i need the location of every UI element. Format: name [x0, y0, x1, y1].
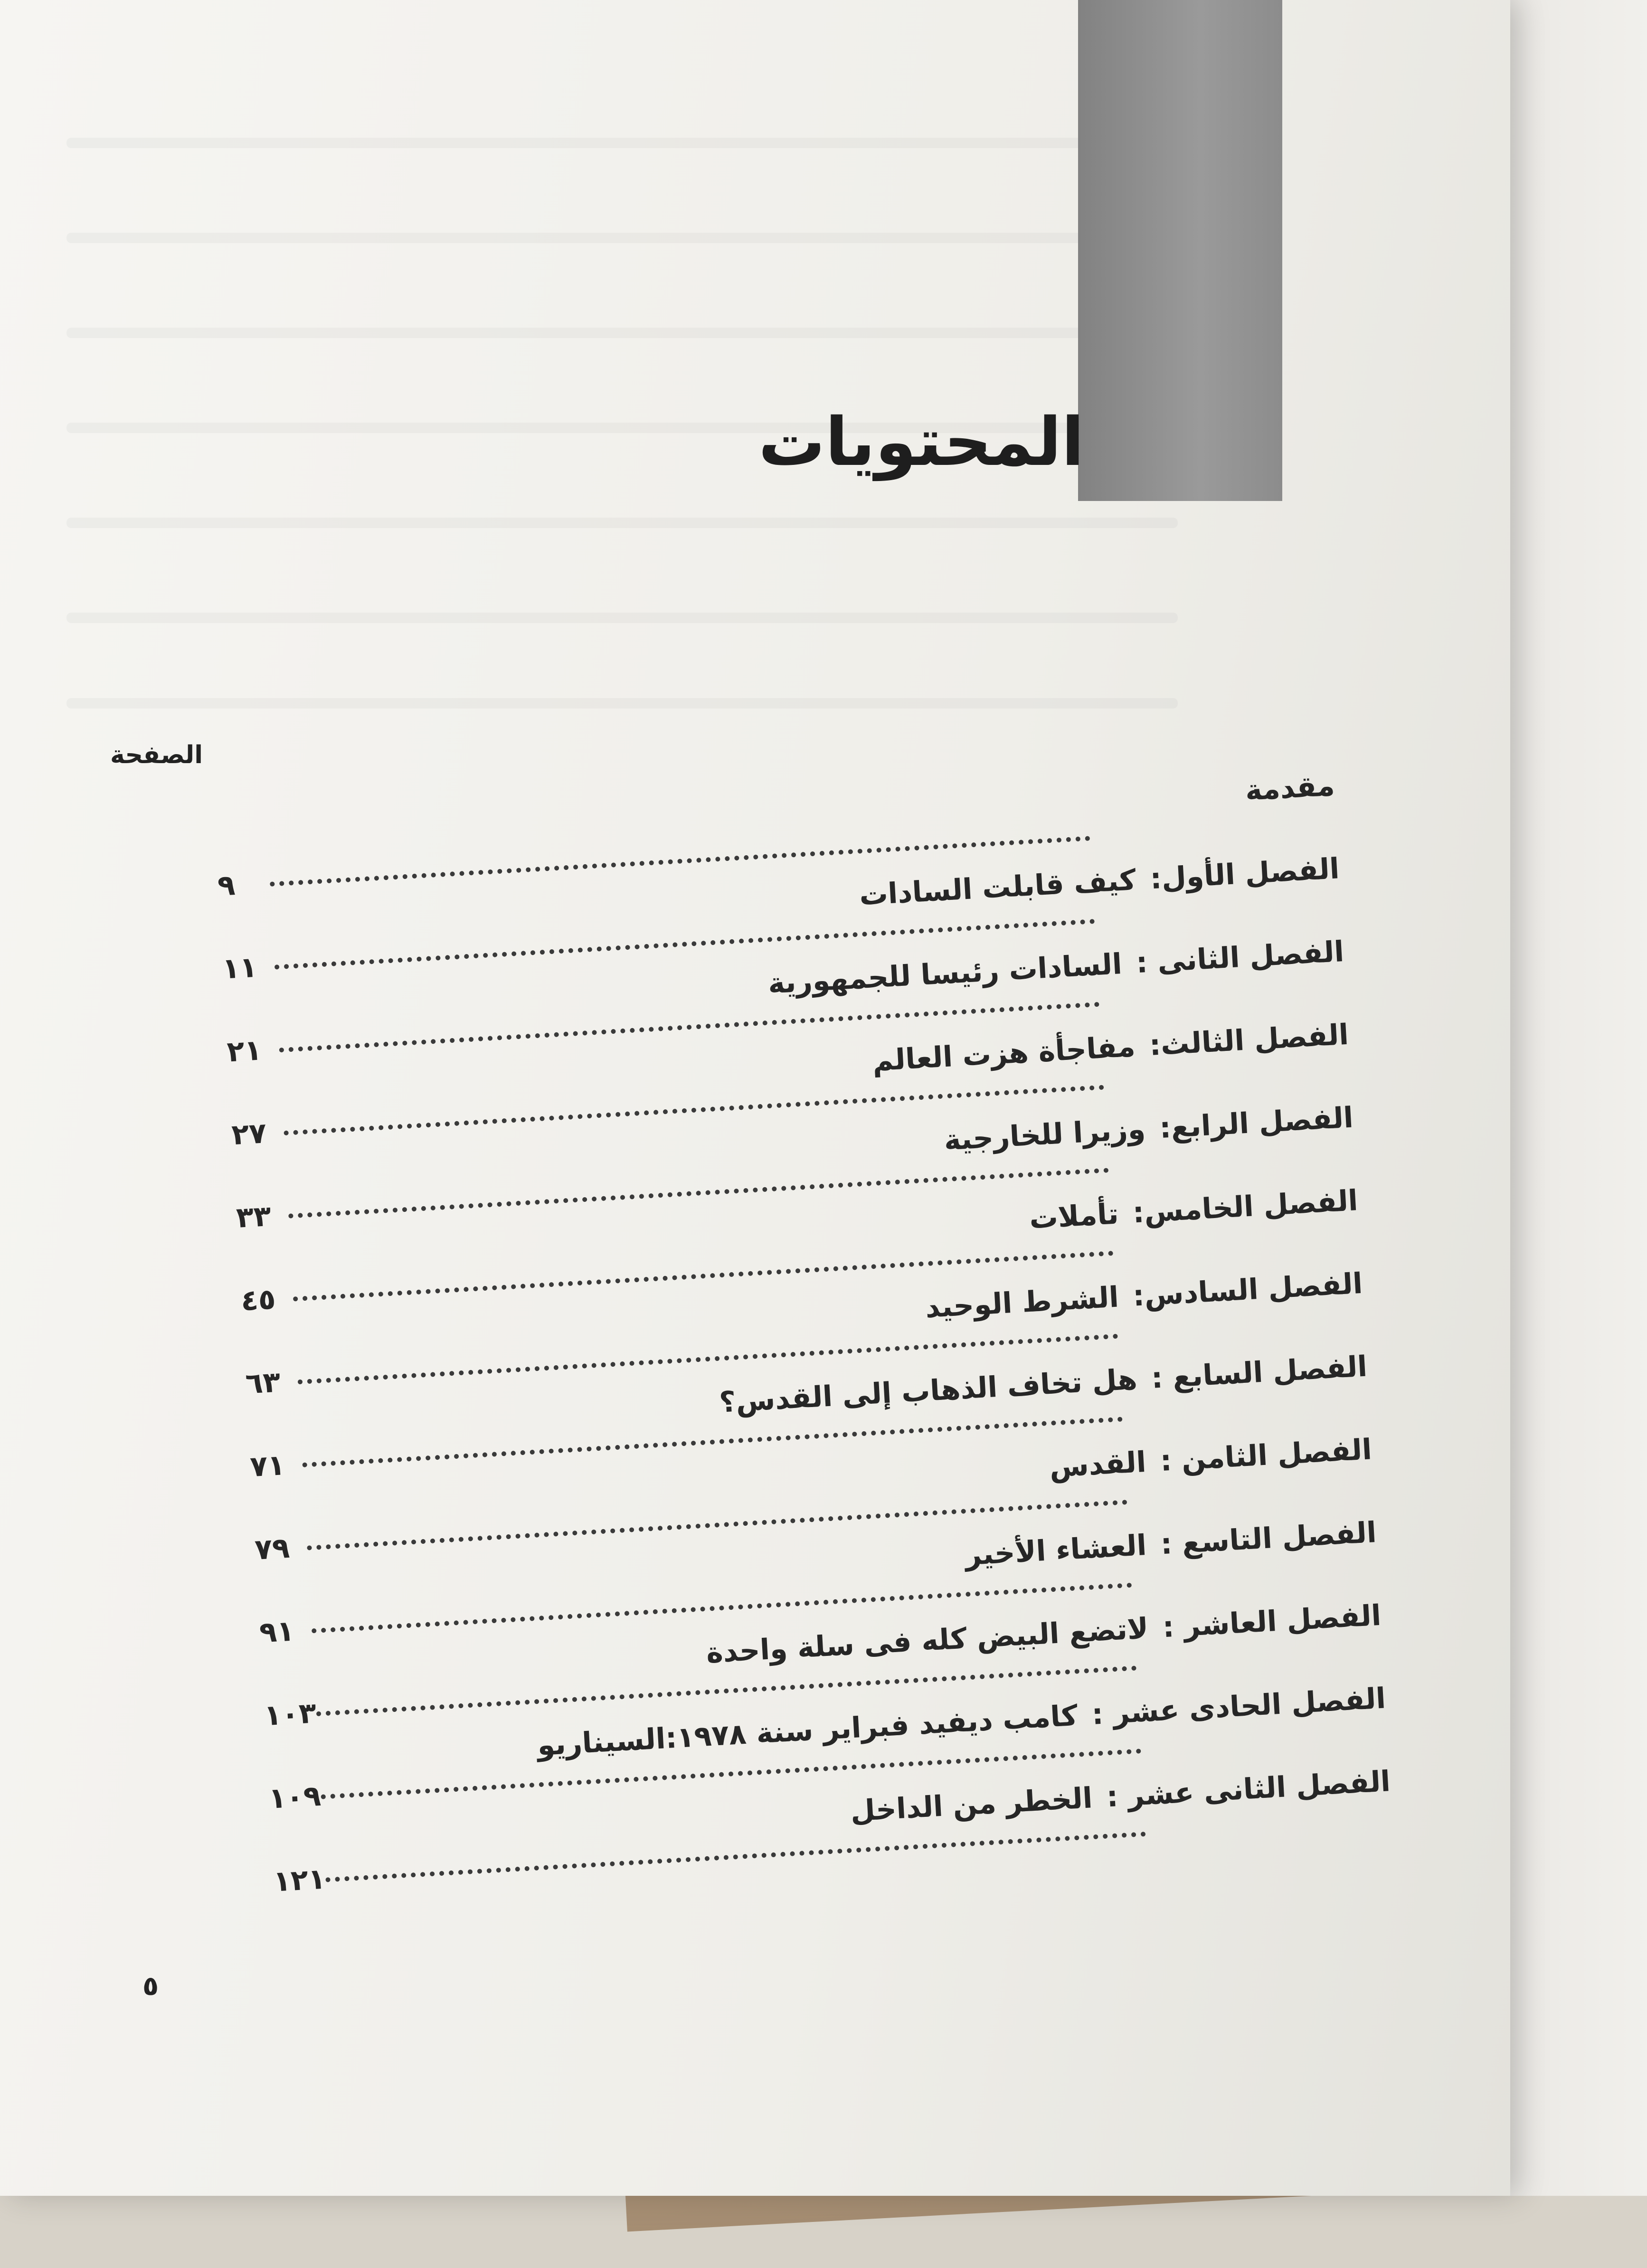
toc-entry-label — [1049, 1433, 1373, 1484]
toc-entry-label — [964, 1516, 1377, 1572]
chapter-label: الفصل الحادى عشر : — [1091, 1682, 1387, 1731]
chapter-label: الفصل السابع : — [1150, 1350, 1368, 1395]
chapter-title: الخطر من الداخل — [849, 1781, 1094, 1828]
toc-entry-label — [719, 1350, 1368, 1419]
chapter-label: الفصل الأول: — [1149, 852, 1340, 896]
chapter-label: الفصل الرابع: — [1158, 1101, 1354, 1145]
folio-number: ٥ — [142, 1971, 159, 2002]
toc-entry-label — [924, 1267, 1363, 1324]
chapter-label: الفصل الخامس: — [1132, 1184, 1359, 1230]
toc-entry-label — [850, 1765, 1391, 1828]
chapter-label: الفصل الثامن : — [1159, 1433, 1373, 1478]
toc-entry-label — [1230, 769, 1335, 808]
page-number: ٤٥ — [240, 1282, 277, 1318]
page-number: ٦٣ — [245, 1365, 282, 1401]
page-number: ٣٣ — [235, 1199, 272, 1235]
page-column-header: الصفحة — [110, 741, 203, 769]
chapter-label: الفصل الثانى : — [1135, 935, 1345, 980]
page-number: ٧١ — [249, 1448, 286, 1484]
page-title: المحتويات — [758, 404, 1084, 481]
chapter-title: مفاجأة هزت العالم — [871, 1030, 1136, 1078]
page-number: ٩ — [217, 869, 236, 903]
chapter-title — [1230, 775, 1232, 808]
chapter-title: كيف قابلت السادات — [858, 863, 1137, 912]
toc-entry-label — [871, 1018, 1349, 1078]
page-number: ٩١ — [258, 1614, 295, 1650]
chapter-title: هل تخاف الذهاب إلى القدس؟ — [718, 1362, 1138, 1419]
chapter-title: وزيرا للخارجية — [943, 1112, 1146, 1157]
page-number: ٢١ — [226, 1033, 263, 1069]
toc-entry-label — [767, 935, 1345, 1001]
chapter-title: السادات رئيسا للجمهورية — [767, 947, 1123, 1001]
page-number: ١٢١ — [272, 1862, 327, 1899]
toc-entry-label — [1028, 1184, 1359, 1236]
chapter-label: الفصل الثالث: — [1148, 1018, 1350, 1063]
toc-entry-label — [859, 852, 1340, 912]
chapter-title: لاتضع البيض كله فى سلة واحدة — [705, 1612, 1150, 1670]
page-number: ١٠٣ — [263, 1696, 317, 1733]
chapter-label: الفصل التاسع : — [1160, 1516, 1378, 1561]
page-number: ٢٧ — [230, 1116, 267, 1152]
chapter-title: كامب ديفيد فبراير سنة ١٩٧٨:السيناريو — [536, 1699, 1079, 1763]
page-number: ١٠٩ — [267, 1779, 322, 1815]
chapter-label: الفصل العاشر : — [1162, 1598, 1382, 1644]
chapter-title: الشرط الوحيد — [924, 1280, 1120, 1325]
chapter-label: الفصل السادس: — [1132, 1266, 1363, 1313]
chapter-title: العشاء الأخير — [964, 1529, 1148, 1572]
chapter-title: القدس — [1048, 1445, 1147, 1484]
chapter-label: مقدمة — [1244, 769, 1336, 807]
toc-entry-label — [943, 1101, 1354, 1157]
page-number: ٧٩ — [254, 1531, 291, 1567]
chapter-title: تأملات — [1028, 1197, 1120, 1236]
chapter-label: الفصل الثانى عشر : — [1106, 1765, 1391, 1814]
dot-leader — [325, 1832, 1146, 1882]
page-number: ١١ — [221, 950, 258, 986]
